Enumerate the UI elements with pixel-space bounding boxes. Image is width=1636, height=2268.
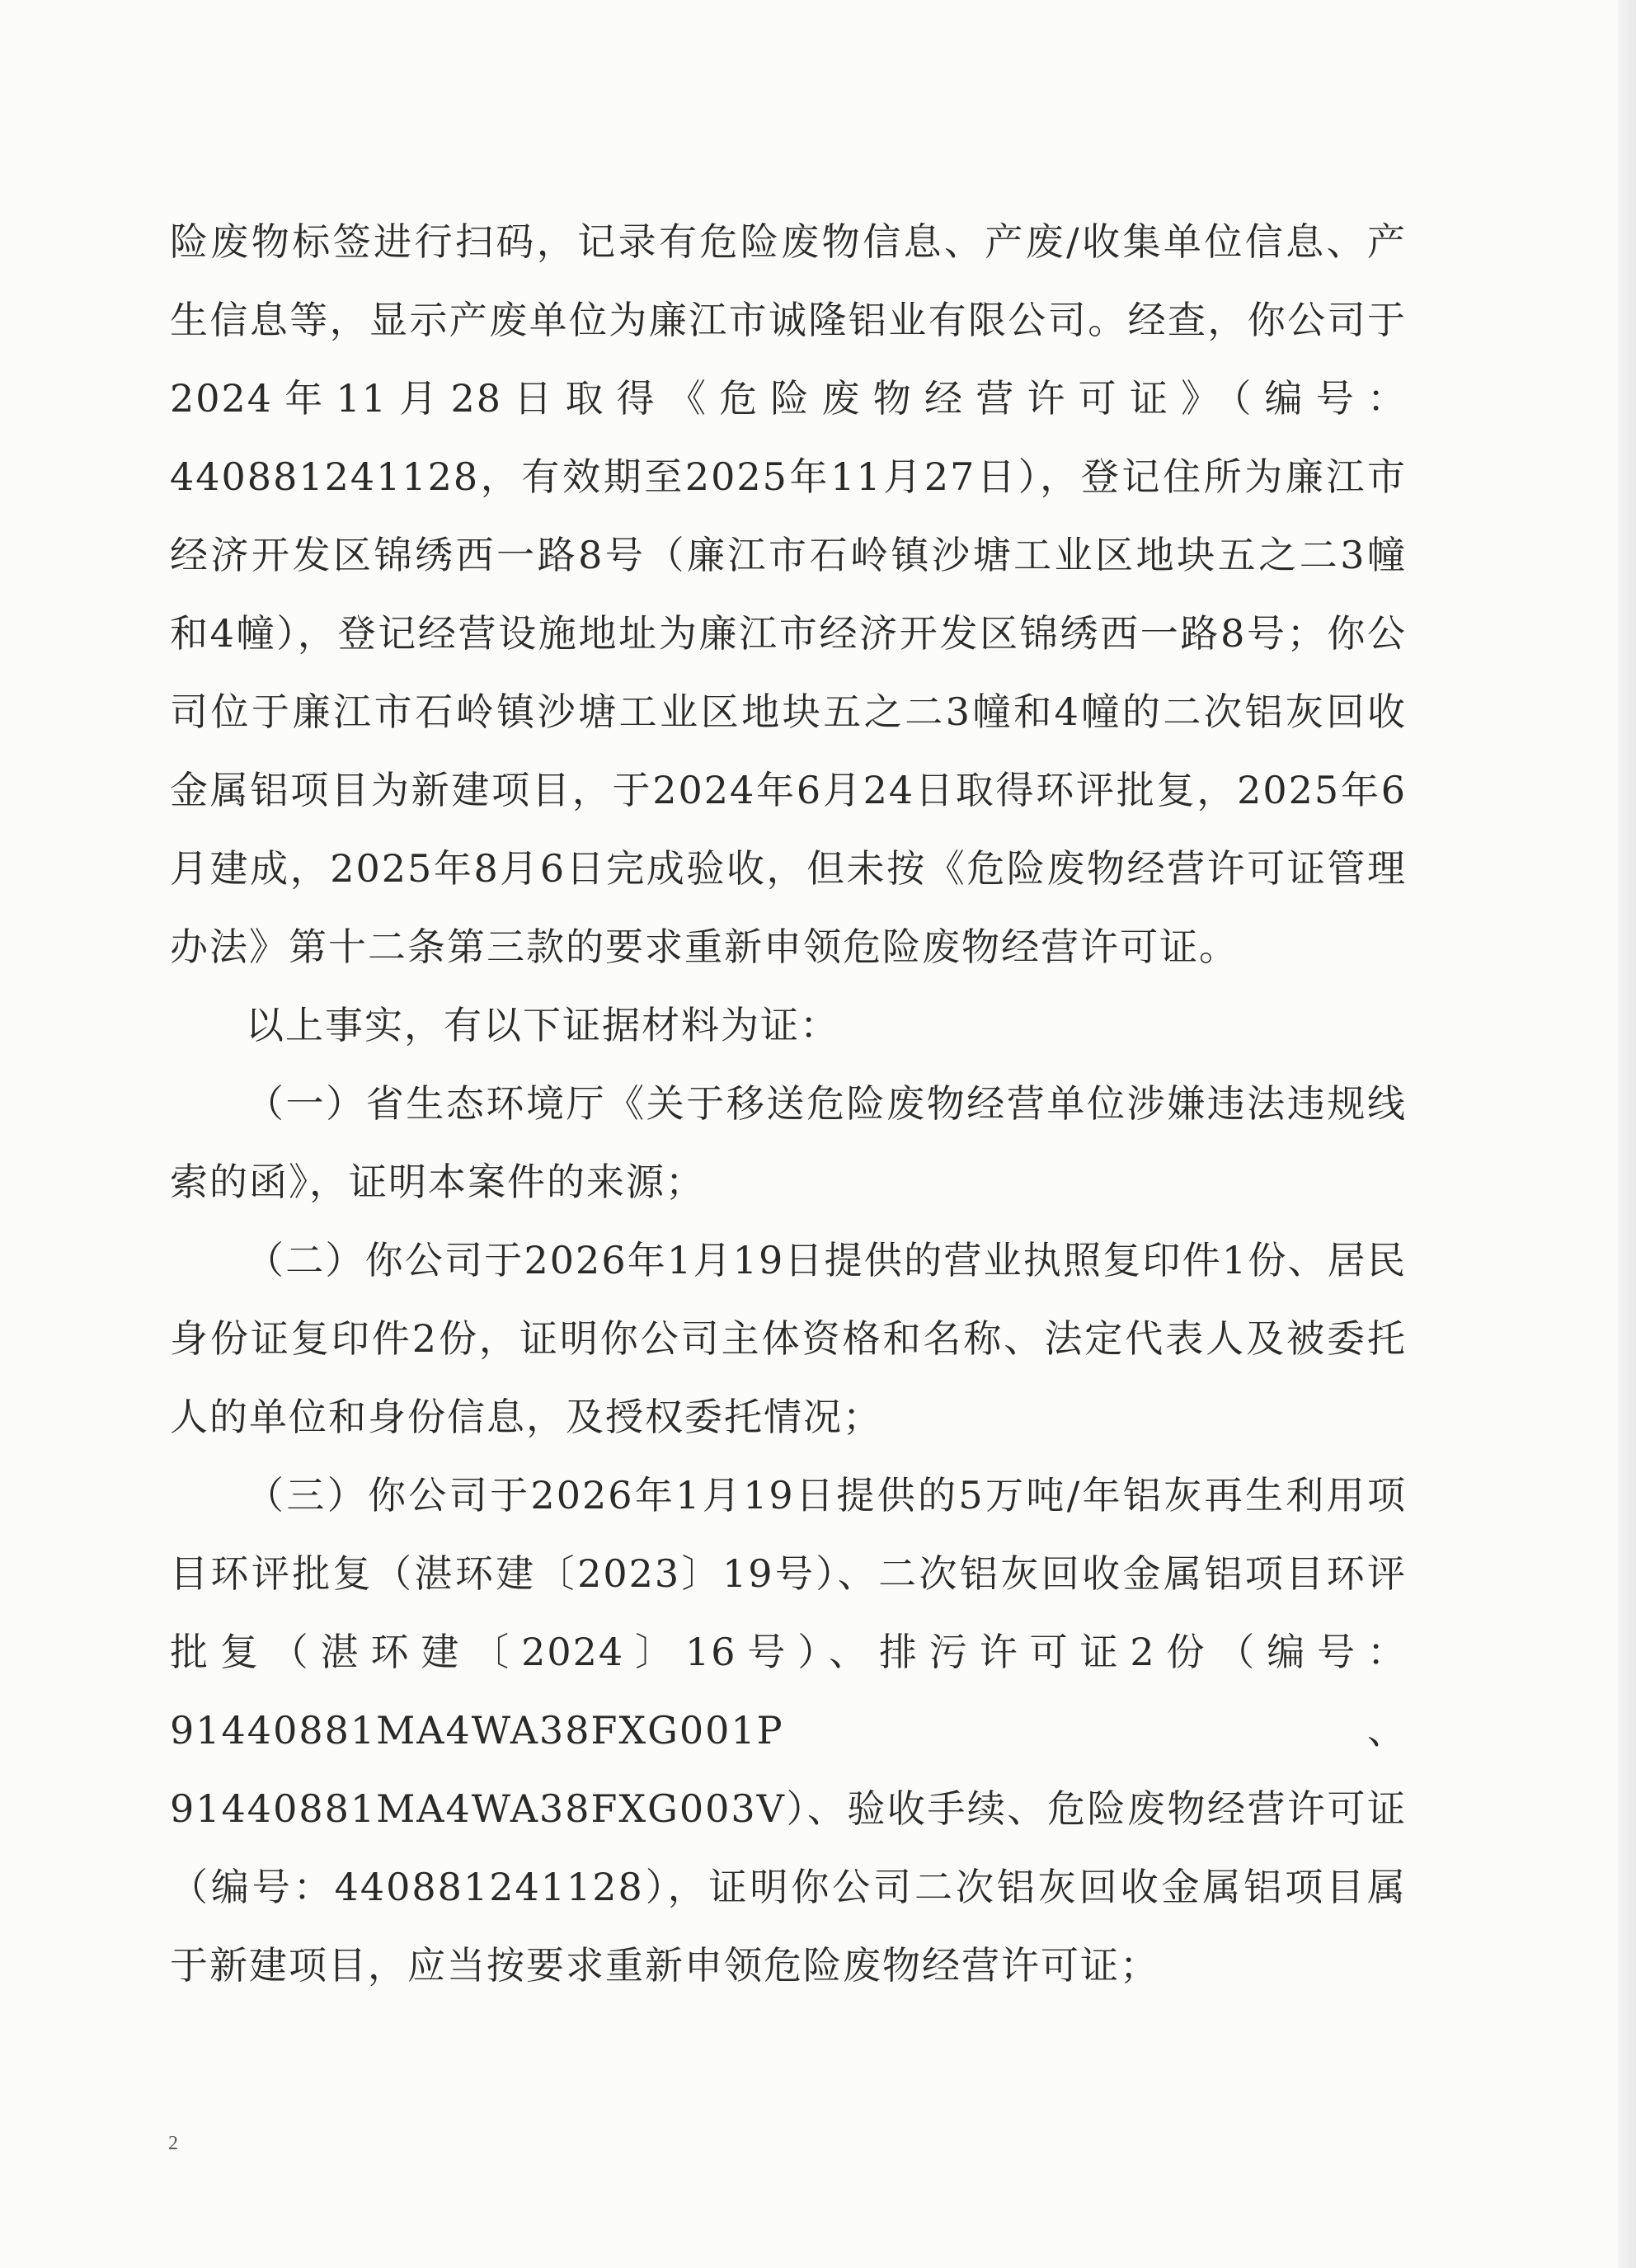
paragraph-evidence-3: （三）你公司于2026年1月19日提供的5万吨/年铝灰再生利用项目环评批复（湛环建〔2023〕19号）、二次铝灰回收金属铝项目环评批复（湛环建〔2024〕16号）、排污许可证2份（编号：91440881MA4WA38FXG001P、91440881MA4WA38FXG003V）、验收手续、危险废物经营许可证（编号：440881241128），证明你公司二次铝灰回收金属铝项目属于新建项目，应当按要求重新申领危险废物经营许可证；	[170, 1473, 1407, 1988]
paragraph-facts: 险废物标签进行扫码，记录有危险废物信息、产废/收集单位信息、产生信息等，显示产废单位为廉江市诚隆铝业有限公司。经查，你公司于2024年11月28日取得《危险废物经营许可证》（编号：440881241128，有效期至2025年11月27日），登记住所为廉江市经济开发区锦绣西一路8号（廉江市石岭镇沙塘工业区地块五之二3幢和4幢），登记经营设施地址为廉江市经济开发区锦绣西一路8号；你公司位于廉江市石岭镇沙塘工业区地块五之二3幢和4幢的二次铝灰回收金属铝项目为新建项目，于2024年6月24日取得环评批复，2025年6月建成，2025年8月6日完成验收，但未按《危险废物经营许可证管理办法》第十二条第三款的要求重新申领危险废物经营许可证。	[170, 219, 1407, 969]
paragraph-evidence-1: （一）省生态环境厅《关于移送危险废物经营单位涉嫌违法违规线索的函》，证明本案件的来源；	[170, 1081, 1407, 1204]
scan-edge	[1618, 0, 1636, 2268]
paragraph-evidence-2: （二）你公司于2026年1月19日提供的营业执照复印件1份、居民身份证复印件2份，证明你公司主体资格和名称、法定代表人及被委托人的单位和身份信息，及授权委托情况；	[170, 1238, 1407, 1439]
page-number: 2	[168, 2133, 178, 2154]
document-body	[170, 203, 1407, 2005]
paragraph-evidence-intro: 以上事实，有以下证据材料为证：	[246, 1003, 839, 1047]
